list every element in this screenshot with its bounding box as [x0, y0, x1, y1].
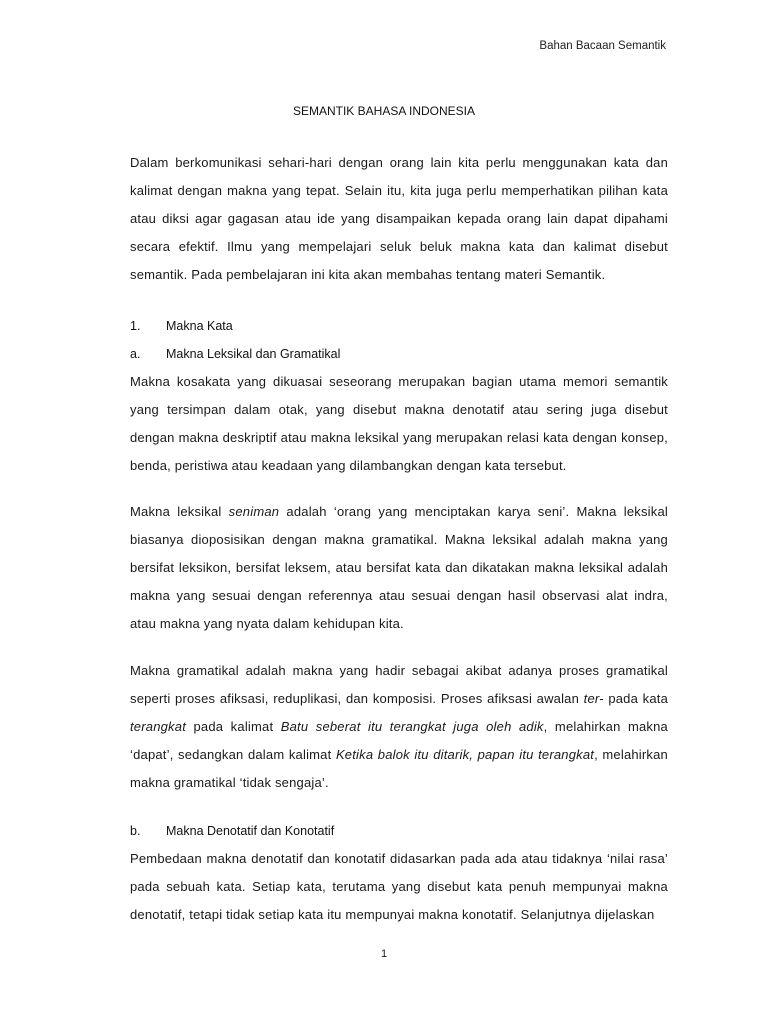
lexical-paragraph-2-block — [130, 498, 668, 638]
subsection-letter: a. — [130, 347, 141, 361]
intro-paragraph: Dalam berkomunikasi sehari-hari dengan orang lain kita perlu menggunakan kata dan kalimat dengan makna yang tepat. Selain itu, kita juga perlu memperhatikan pilihan kata atau diksi agar gagasan atau ide yang disampaikan kepada orang lain dapat dipahami secara efektif. Ilmu yang mempelajari seluk beluk makna kata dan kalimat disebut semantik. Pada pembelajaran ini kita akan membahas tentang materi Semantik. — [130, 155, 668, 282]
section-title: Makna Kata — [166, 319, 233, 333]
subsection-a-heading — [130, 340, 668, 368]
italic-term: seniman — [228, 504, 280, 519]
intro-paragraph-block — [130, 149, 668, 289]
italic-example: Batu seberat itu terangkat juga oleh adik — [280, 719, 544, 734]
italic-term: terangkat — [130, 719, 187, 734]
section-number: 1. — [130, 319, 141, 333]
running-header: Bahan Bacaan Semantik — [539, 40, 666, 52]
grammatical-paragraph: Makna gramatikal adalah makna yang hadir sebagai akibat adanya proses gramatikal seperti proses afiksasi, reduplikasi, dan komposisi. Proses afiksasi awalan ter- pada kata terangkat pada kalimat Batu seberat itu terangkat juga oleh adik, melahirkan makna ‘dapat’, sedangkan dalam kalimat Ketika balok itu ditarik, papan itu terangkat, melahirkan makna gramatikal ‘tidak sengaja’. — [130, 663, 669, 790]
subsection-title: Makna Denotatif dan Konotatif — [166, 824, 335, 838]
subsection-b-block — [130, 817, 668, 929]
section-1-heading — [130, 312, 668, 480]
denotative-paragraph: Pembedaan makna denotatif dan konotatif didasarkan pada ada atau tidaknya ‘nilai rasa’ pada sebuah kata. Setiap kata, terutama yang disebut kata penuh mempunyai makna denotatif, tetapi tidak setiap kata itu mempunyai makna konotatif. Selanjutnya dijelaskan — [130, 851, 668, 922]
subsection-b-heading — [130, 817, 668, 845]
italic-example: Ketika balok itu ditarik, papan itu terangkat — [335, 747, 595, 762]
grammatical-paragraph-block — [130, 657, 668, 797]
lexical-paragraph-2: Makna leksikal seniman adalah ‘orang yang menciptakan karya seni’. Makna leksikal biasanya dioposisikan dengan makna gramatikal. Makna leksikal adalah makna yang bersifat leksikon, bersifat leksem, atau bersifat kata dan dikatakan makna leksikal adalah makna yang sesuai dengan referennya atau sesuai dengan hasil observasi alat indra, atau makna yang nyata dalam kehidupan kita. — [130, 504, 668, 631]
subsection-title: Makna Leksikal dan Gramatikal — [166, 347, 341, 361]
document-title: SEMANTIK BAHASA INDONESIA — [292, 104, 476, 118]
lexical-paragraph-1: Makna kosakata yang dikuasai seseorang merupakan bagian utama memori semantik yang tersimpan dalam otak, yang disebut makna denotatif atau sering juga disebut dengan makna deskriptif atau makna leksikal yang merupakan relasi kata dengan konsep, benda, peristiwa atau keadaan yang dilambangkan dengan kata tersebut. — [130, 374, 668, 473]
page-number: 1 — [380, 948, 388, 960]
italic-term: ter- — [583, 691, 604, 706]
subsection-letter: b. — [130, 824, 141, 838]
